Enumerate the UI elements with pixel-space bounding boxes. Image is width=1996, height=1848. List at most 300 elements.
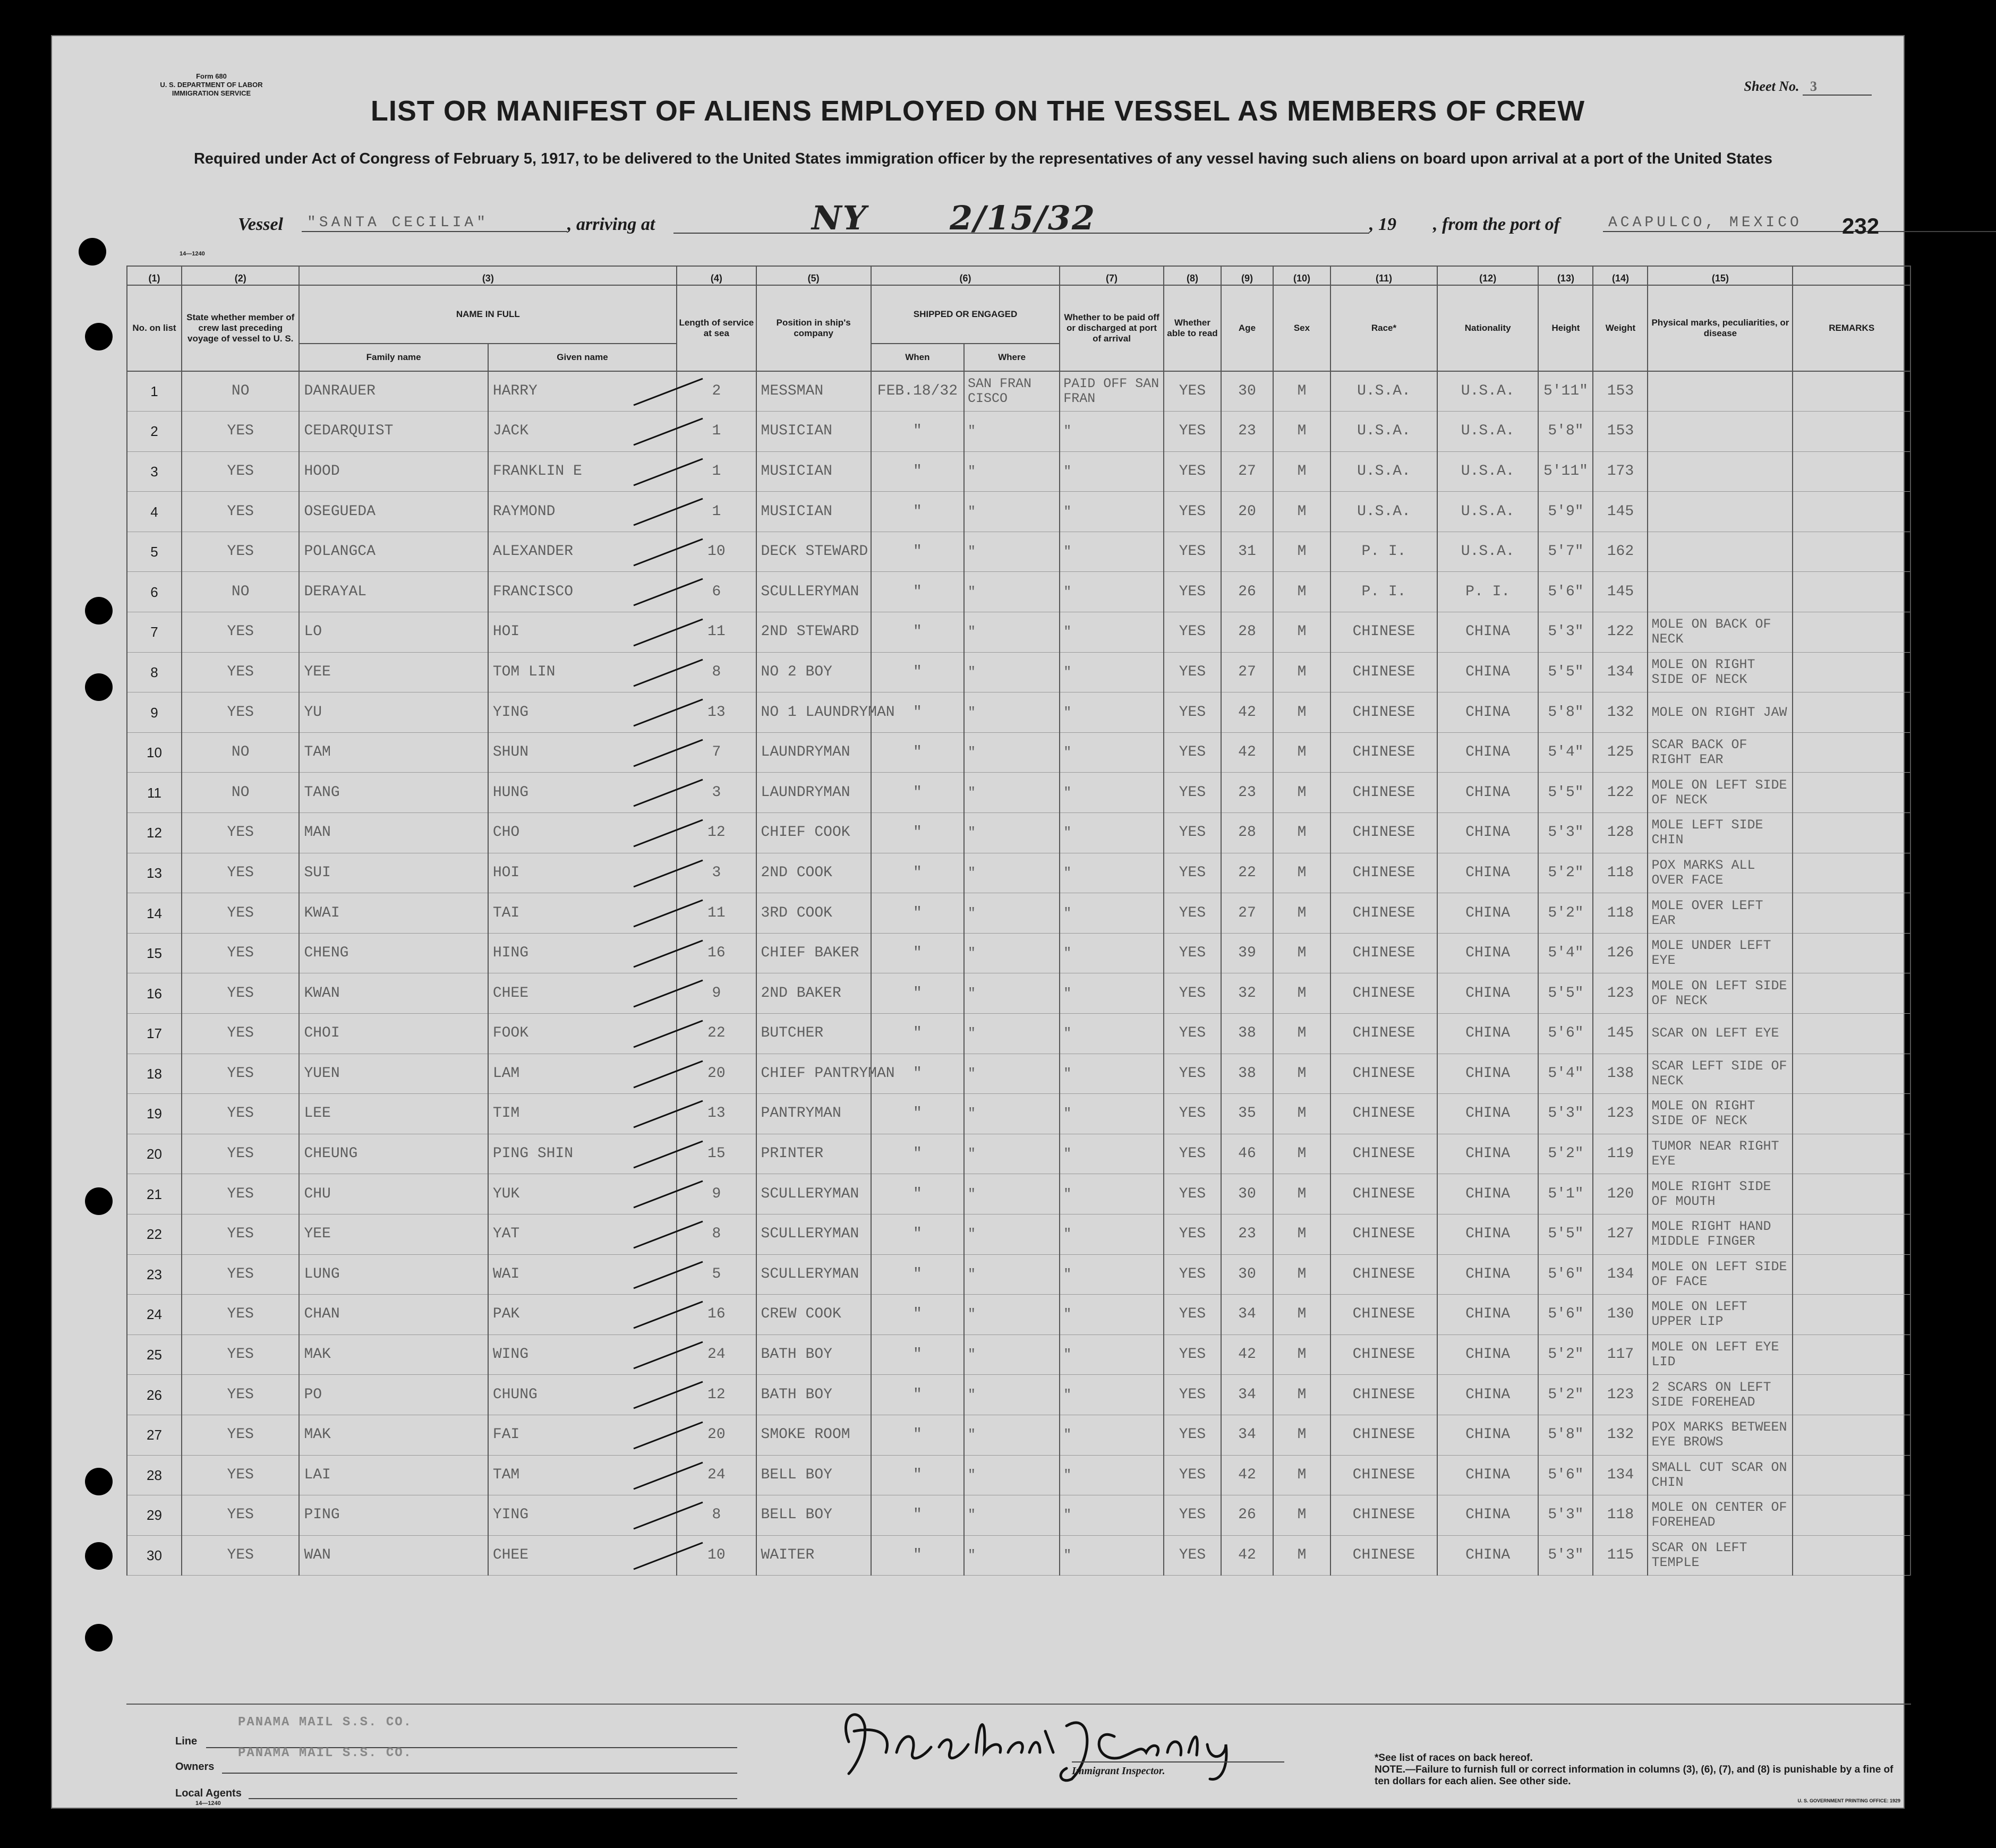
row-length-of-service: 11 <box>677 893 756 934</box>
row-able-to-read: YES <box>1164 492 1221 532</box>
row-sex: M <box>1273 732 1330 773</box>
row-position: SCULLERYMAN <box>756 1214 871 1254</box>
manifest-footer <box>126 1704 1911 1810</box>
row-family-name: LO <box>299 612 488 653</box>
row-number: 11 <box>127 773 182 813</box>
row-paid-off: " <box>1060 572 1164 612</box>
row-sex: M <box>1273 412 1330 452</box>
row-shipped-where: " <box>964 973 1060 1014</box>
row-sex: M <box>1273 692 1330 733</box>
table-row <box>127 1054 1910 1094</box>
row-physical-marks: MOLE ON BACK OF NECK <box>1648 612 1793 653</box>
row-length-of-service: 16 <box>677 933 756 973</box>
row-remarks <box>1793 1094 1910 1134</box>
row-shipped-when: " <box>871 1295 964 1335</box>
row-length-of-service: 24 <box>677 1455 756 1495</box>
row-given-name: TAM <box>488 1455 677 1495</box>
row-given-name: TIM <box>488 1094 677 1134</box>
row-age: 26 <box>1221 572 1273 612</box>
row-age: 38 <box>1221 1014 1273 1054</box>
row-race: U.S.A. <box>1330 412 1437 452</box>
row-weight: 138 <box>1593 1054 1648 1094</box>
row-shipped-where: " <box>964 1535 1060 1576</box>
row-remarks <box>1793 773 1910 813</box>
row-race: U.S.A. <box>1330 451 1437 492</box>
row-race: CHINESE <box>1330 1415 1437 1455</box>
row-given-name: CHEE <box>488 1535 677 1576</box>
crew-table <box>126 266 1911 1576</box>
row-height: 5'11" <box>1538 451 1593 492</box>
row-sex: M <box>1273 1254 1330 1295</box>
row-nationality: CHINA <box>1437 853 1539 893</box>
row-age: 32 <box>1221 973 1273 1014</box>
row-length-of-service: 9 <box>677 1174 756 1214</box>
row-remarks <box>1793 1455 1910 1495</box>
col-num: (12) <box>1437 266 1539 285</box>
row-height: 5'5" <box>1538 773 1593 813</box>
row-height: 5'6" <box>1538 572 1593 612</box>
header-shipped: SHIPPED OR ENGAGED <box>871 285 1060 344</box>
row-number: 10 <box>127 732 182 773</box>
row-nationality: CHINA <box>1437 732 1539 773</box>
row-position: BUTCHER <box>756 1014 871 1054</box>
table-row <box>127 813 1910 853</box>
row-physical-marks: MOLE RIGHT SIDE OF MOUTH <box>1648 1174 1793 1214</box>
row-height: 5'11" <box>1538 371 1593 412</box>
header-state: State whether member of crew last preceding voyage of vessel to U. S. <box>182 285 299 371</box>
row-number: 2 <box>127 412 182 452</box>
row-shipped-where: " <box>964 773 1060 813</box>
row-able-to-read: YES <box>1164 1054 1221 1094</box>
table-row <box>127 1295 1910 1335</box>
row-length-of-service: 8 <box>677 1495 756 1536</box>
table-row <box>127 1455 1910 1495</box>
row-physical-marks: MOLE ON LEFT SIDE OF NECK <box>1648 973 1793 1014</box>
row-number: 16 <box>127 973 182 1014</box>
row-paid-off: " <box>1060 1054 1164 1094</box>
row-position: BATH BOY <box>756 1334 871 1375</box>
row-height: 5'2" <box>1538 1134 1593 1174</box>
row-height: 5'5" <box>1538 652 1593 692</box>
row-state: YES <box>182 933 299 973</box>
row-remarks <box>1793 612 1910 653</box>
table-row <box>127 1254 1910 1295</box>
row-sex: M <box>1273 612 1330 653</box>
owners-rule <box>222 1773 737 1774</box>
row-shipped-when: " <box>871 1455 964 1495</box>
row-sex: M <box>1273 371 1330 412</box>
row-number: 1 <box>127 371 182 412</box>
row-remarks <box>1793 1174 1910 1214</box>
row-given-name: CHEE <box>488 973 677 1014</box>
row-length-of-service: 13 <box>677 1094 756 1134</box>
row-age: 34 <box>1221 1295 1273 1335</box>
row-age: 27 <box>1221 451 1273 492</box>
row-shipped-where: SAN FRAN CISCO <box>964 371 1060 412</box>
row-family-name: MAK <box>299 1415 488 1455</box>
row-height: 5'8" <box>1538 412 1593 452</box>
row-physical-marks: POX MARKS BETWEEN EYE BROWS <box>1648 1415 1793 1455</box>
sheet-number <box>1744 79 1872 96</box>
row-remarks <box>1793 1375 1910 1415</box>
row-shipped-when: " <box>871 1375 964 1415</box>
header-name: NAME IN FULL <box>299 285 677 344</box>
row-remarks <box>1793 1014 1910 1054</box>
row-weight: 123 <box>1593 973 1648 1014</box>
row-sex: M <box>1273 813 1330 853</box>
row-height: 5'3" <box>1538 612 1593 653</box>
row-height: 5'2" <box>1538 893 1593 934</box>
row-paid-off: " <box>1060 973 1164 1014</box>
row-sex: M <box>1273 893 1330 934</box>
row-weight: 153 <box>1593 371 1648 412</box>
row-race: CHINESE <box>1330 1295 1437 1335</box>
row-state: YES <box>182 1094 299 1134</box>
row-given-name: ALEXANDER <box>488 532 677 572</box>
row-shipped-when: " <box>871 1094 964 1134</box>
row-physical-marks: MOLE ON LEFT SIDE OF FACE <box>1648 1254 1793 1295</box>
row-family-name: MAN <box>299 813 488 853</box>
row-height: 5'3" <box>1538 1535 1593 1576</box>
row-height: 5'8" <box>1538 1415 1593 1455</box>
table-row <box>127 1375 1910 1415</box>
col-num: (3) <box>299 266 677 285</box>
row-remarks <box>1793 532 1910 572</box>
row-shipped-where: " <box>964 692 1060 733</box>
row-paid-off: " <box>1060 492 1164 532</box>
table-row <box>127 492 1910 532</box>
row-race: CHINESE <box>1330 1134 1437 1174</box>
row-height: 5'1" <box>1538 1174 1593 1214</box>
row-physical-marks <box>1648 532 1793 572</box>
row-sex: M <box>1273 1054 1330 1094</box>
row-remarks <box>1793 492 1910 532</box>
row-family-name: LAI <box>299 1455 488 1495</box>
row-state: YES <box>182 1415 299 1455</box>
row-age: 27 <box>1221 652 1273 692</box>
table-row <box>127 1535 1910 1576</box>
header-age: Age <box>1221 285 1273 371</box>
row-physical-marks: SCAR BACK OF RIGHT EAR <box>1648 732 1793 773</box>
row-able-to-read: YES <box>1164 692 1221 733</box>
row-remarks <box>1793 652 1910 692</box>
row-given-name: HUNG <box>488 773 677 813</box>
row-state: YES <box>182 1254 299 1295</box>
row-age: 38 <box>1221 1054 1273 1094</box>
row-height: 5'2" <box>1538 1375 1593 1415</box>
row-height: 5'4" <box>1538 732 1593 773</box>
row-race: CHINESE <box>1330 973 1437 1014</box>
row-position: WAITER <box>756 1535 871 1576</box>
vessel-code: 232 <box>1842 213 1880 238</box>
row-number: 22 <box>127 1214 182 1254</box>
row-position: SCULLERYMAN <box>756 1254 871 1295</box>
col-num: (13) <box>1538 266 1593 285</box>
arriving-label: , arriving at <box>567 215 655 234</box>
row-age: 26 <box>1221 1495 1273 1536</box>
row-sex: M <box>1273 1295 1330 1335</box>
row-paid-off: PAID OFF SAN FRAN <box>1060 371 1164 412</box>
row-family-name: CHU <box>299 1174 488 1214</box>
row-number: 7 <box>127 612 182 653</box>
row-able-to-read: YES <box>1164 1134 1221 1174</box>
row-sex: M <box>1273 1375 1330 1415</box>
row-able-to-read: YES <box>1164 933 1221 973</box>
row-number: 3 <box>127 451 182 492</box>
row-age: 39 <box>1221 933 1273 973</box>
row-weight: 145 <box>1593 1014 1648 1054</box>
row-remarks <box>1793 973 1910 1014</box>
row-nationality: CHINA <box>1437 813 1539 853</box>
row-paid-off: " <box>1060 451 1164 492</box>
row-number: 12 <box>127 813 182 853</box>
row-shipped-where: " <box>964 652 1060 692</box>
row-weight: 123 <box>1593 1094 1648 1134</box>
row-paid-off: " <box>1060 893 1164 934</box>
table-row <box>127 652 1910 692</box>
row-position: 3RD COOK <box>756 893 871 934</box>
row-physical-marks <box>1648 572 1793 612</box>
row-shipped-where: " <box>964 933 1060 973</box>
row-length-of-service: 24 <box>677 1334 756 1375</box>
row-paid-off: " <box>1060 1535 1164 1576</box>
row-family-name: WAN <box>299 1535 488 1576</box>
row-length-of-service: 3 <box>677 853 756 893</box>
row-shipped-where: " <box>964 1134 1060 1174</box>
row-number: 26 <box>127 1375 182 1415</box>
row-shipped-when: " <box>871 732 964 773</box>
row-able-to-read: YES <box>1164 1375 1221 1415</box>
row-height: 5'6" <box>1538 1295 1593 1335</box>
vessel-name: "SANTA CECILIA" <box>302 215 567 232</box>
row-weight: 125 <box>1593 732 1648 773</box>
row-able-to-read: YES <box>1164 773 1221 813</box>
row-race: CHINESE <box>1330 612 1437 653</box>
row-race: CHINESE <box>1330 1455 1437 1495</box>
row-able-to-read: YES <box>1164 1495 1221 1536</box>
table-row <box>127 692 1910 733</box>
row-paid-off: " <box>1060 612 1164 653</box>
row-given-name: HING <box>488 933 677 973</box>
row-length-of-service: 10 <box>677 532 756 572</box>
row-state: YES <box>182 451 299 492</box>
row-sex: M <box>1273 1174 1330 1214</box>
row-age: 34 <box>1221 1415 1273 1455</box>
row-age: 42 <box>1221 1535 1273 1576</box>
inspector-signature <box>817 1694 1295 1784</box>
row-nationality: CHINA <box>1437 652 1539 692</box>
row-family-name: CHEUNG <box>299 1134 488 1174</box>
col-num: (15) <box>1648 266 1793 285</box>
row-race: CHINESE <box>1330 1535 1437 1576</box>
row-physical-marks: 2 SCARS ON LEFT SIDE FOREHEAD <box>1648 1375 1793 1415</box>
row-race: CHINESE <box>1330 1495 1437 1536</box>
row-family-name: HOOD <box>299 451 488 492</box>
row-shipped-where: " <box>964 1094 1060 1134</box>
row-given-name: CHUNG <box>488 1375 677 1415</box>
row-weight: 118 <box>1593 853 1648 893</box>
table-row <box>127 1014 1910 1054</box>
row-physical-marks <box>1648 451 1793 492</box>
row-race: CHINESE <box>1330 773 1437 813</box>
row-length-of-service: 20 <box>677 1054 756 1094</box>
row-number: 14 <box>127 893 182 934</box>
row-family-name: YU <box>299 692 488 733</box>
row-number: 9 <box>127 692 182 733</box>
row-physical-marks: MOLE ON CENTER OF FOREHEAD <box>1648 1495 1793 1536</box>
row-weight: 122 <box>1593 773 1648 813</box>
row-sex: M <box>1273 1214 1330 1254</box>
row-state: NO <box>182 773 299 813</box>
row-race: CHINESE <box>1330 853 1437 893</box>
row-shipped-where: " <box>964 1375 1060 1415</box>
row-sex: M <box>1273 1014 1330 1054</box>
row-position: NO 2 BOY <box>756 652 871 692</box>
row-sex: M <box>1273 933 1330 973</box>
row-length-of-service: 8 <box>677 1214 756 1254</box>
row-paid-off: " <box>1060 692 1164 733</box>
row-shipped-where: " <box>964 1334 1060 1375</box>
row-weight: 128 <box>1593 813 1648 853</box>
row-given-name: FAI <box>488 1415 677 1455</box>
row-physical-marks: SCAR ON LEFT TEMPLE <box>1648 1535 1793 1576</box>
row-state: YES <box>182 1375 299 1415</box>
punch-hole <box>85 323 113 350</box>
row-position: 2ND BAKER <box>756 973 871 1014</box>
row-state: YES <box>182 612 299 653</box>
row-given-name: FOOK <box>488 1014 677 1054</box>
row-given-name: HARRY <box>488 371 677 412</box>
row-state: YES <box>182 1134 299 1174</box>
service-name: IMMIGRATION SERVICE <box>172 89 251 97</box>
table-row <box>127 1334 1910 1375</box>
row-paid-off: " <box>1060 532 1164 572</box>
row-age: 23 <box>1221 412 1273 452</box>
table-row <box>127 532 1910 572</box>
row-remarks <box>1793 732 1910 773</box>
row-weight: 122 <box>1593 612 1648 653</box>
row-shipped-where: " <box>964 1295 1060 1335</box>
row-state: YES <box>182 532 299 572</box>
row-sex: M <box>1273 492 1330 532</box>
row-sex: M <box>1273 1094 1330 1134</box>
header-nationality: Nationality <box>1437 285 1539 371</box>
row-remarks <box>1793 813 1910 853</box>
row-position: MESSMAN <box>756 371 871 412</box>
row-given-name: FRANKLIN E <box>488 451 677 492</box>
row-length-of-service: 2 <box>677 371 756 412</box>
row-family-name: DERAYAL <box>299 572 488 612</box>
row-nationality: CHINA <box>1437 1535 1539 1576</box>
row-race: CHINESE <box>1330 1054 1437 1094</box>
row-able-to-read: YES <box>1164 893 1221 934</box>
row-paid-off: " <box>1060 1495 1164 1536</box>
row-weight: 115 <box>1593 1535 1648 1576</box>
row-able-to-read: YES <box>1164 1014 1221 1054</box>
row-shipped-where: " <box>964 412 1060 452</box>
row-shipped-when: " <box>871 1415 964 1455</box>
row-race: CHINESE <box>1330 1254 1437 1295</box>
row-weight: 145 <box>1593 572 1648 612</box>
row-age: 42 <box>1221 1334 1273 1375</box>
row-remarks <box>1793 1254 1910 1295</box>
row-able-to-read: YES <box>1164 1214 1221 1254</box>
row-physical-marks: MOLE LEFT SIDE CHIN <box>1648 813 1793 853</box>
row-family-name: LUNG <box>299 1254 488 1295</box>
row-family-name: YUEN <box>299 1054 488 1094</box>
row-shipped-when: " <box>871 652 964 692</box>
row-physical-marks: MOLE ON LEFT SIDE OF NECK <box>1648 773 1793 813</box>
row-nationality: CHINA <box>1437 773 1539 813</box>
row-length-of-service: 8 <box>677 652 756 692</box>
table-row <box>127 1214 1910 1254</box>
row-length-of-service: 22 <box>677 1014 756 1054</box>
table-row <box>127 1094 1910 1134</box>
table-row <box>127 451 1910 492</box>
row-position: NO 1 LAUNDRYMAN <box>756 692 871 733</box>
row-shipped-where: " <box>964 1014 1060 1054</box>
row-race: CHINESE <box>1330 813 1437 853</box>
row-shipped-when: " <box>871 572 964 612</box>
row-weight: 126 <box>1593 933 1648 973</box>
header-weight: Weight <box>1593 285 1648 371</box>
row-state: NO <box>182 572 299 612</box>
row-position: 2ND COOK <box>756 853 871 893</box>
row-able-to-read: YES <box>1164 1415 1221 1455</box>
row-given-name: YING <box>488 692 677 733</box>
row-paid-off: " <box>1060 652 1164 692</box>
row-height: 5'2" <box>1538 853 1593 893</box>
row-shipped-when: " <box>871 1535 964 1576</box>
table-row <box>127 893 1910 934</box>
arrival-date-handwritten: 2/15/32 <box>950 199 1096 237</box>
row-family-name: KWAN <box>299 973 488 1014</box>
row-able-to-read: YES <box>1164 1295 1221 1335</box>
column-header-row <box>127 285 1910 344</box>
col-num: (11) <box>1330 266 1437 285</box>
header-remarks: REMARKS <box>1793 285 1910 371</box>
row-family-name: TAM <box>299 732 488 773</box>
row-sex: M <box>1273 451 1330 492</box>
row-paid-off: " <box>1060 813 1164 853</box>
row-able-to-read: YES <box>1164 412 1221 452</box>
row-physical-marks: MOLE OVER LEFT EAR <box>1648 893 1793 934</box>
row-age: 30 <box>1221 1254 1273 1295</box>
row-sex: M <box>1273 1334 1330 1375</box>
row-state: YES <box>182 1334 299 1375</box>
row-family-name: YEE <box>299 1214 488 1254</box>
form-header-block <box>126 72 296 98</box>
table-row <box>127 1495 1910 1536</box>
vessel-line <box>238 199 1880 252</box>
table-row <box>127 933 1910 973</box>
row-paid-off: " <box>1060 1214 1164 1254</box>
row-paid-off: " <box>1060 1375 1164 1415</box>
row-length-of-service: 12 <box>677 1375 756 1415</box>
row-length-of-service: 3 <box>677 773 756 813</box>
row-nationality: CHINA <box>1437 1134 1539 1174</box>
page-subtitle: Required under Act of Congress of February 5, 1917, to be delivered to the United States immigration officer by the representatives of any vessel having such aliens on board upon arrival at a port of the United States <box>193 150 1773 167</box>
row-length-of-service: 15 <box>677 1134 756 1174</box>
row-nationality: U.S.A. <box>1437 532 1539 572</box>
row-shipped-when: " <box>871 1014 964 1054</box>
row-physical-marks: SCAR LEFT SIDE OF NECK <box>1648 1054 1793 1094</box>
row-given-name: PING SHIN <box>488 1134 677 1174</box>
row-paid-off: " <box>1060 853 1164 893</box>
row-race: CHINESE <box>1330 652 1437 692</box>
row-given-name: YING <box>488 1495 677 1536</box>
from-port-label: , from the port of <box>1433 215 1560 234</box>
